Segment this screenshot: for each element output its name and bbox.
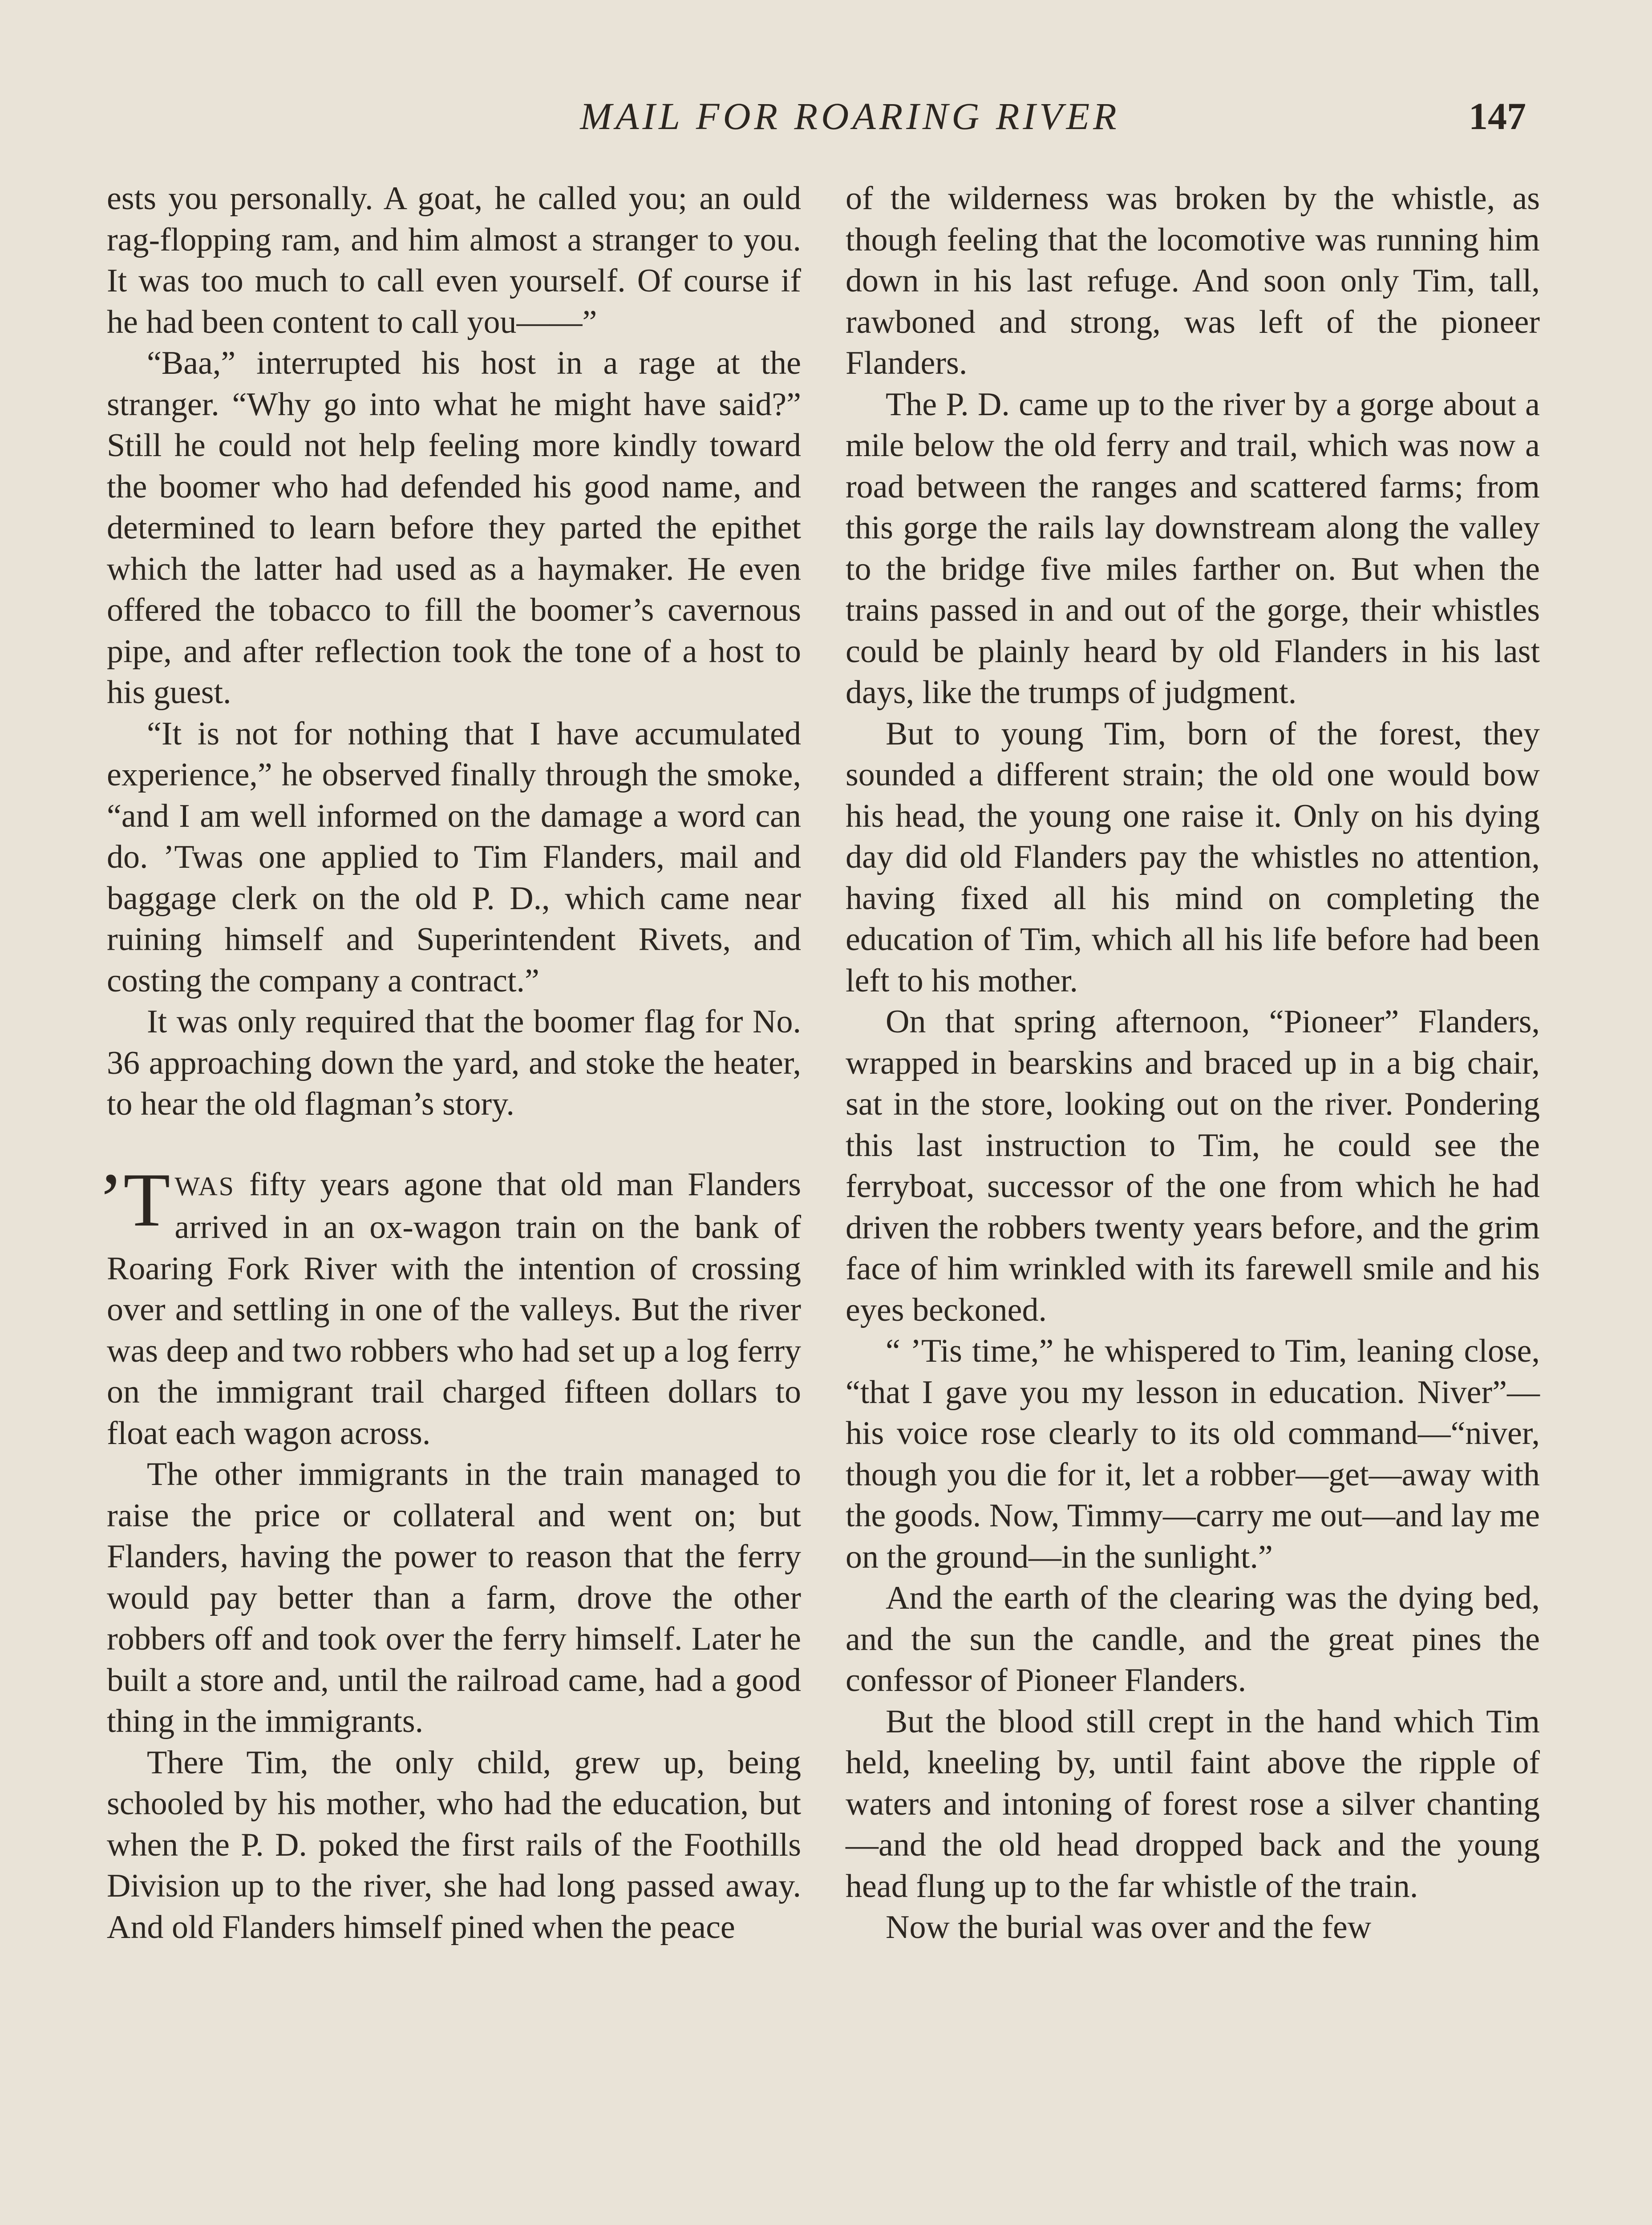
- paragraph: “Baa,” interrupted his host in a rage at the stranger. “Why go into what he might have said?” Still he could not help feeling more kindly toward the boomer who had defended his good name, and determined to learn before they parted the epithet which the latter had used as a haymaker. He even offered the tobacco to fill the boomer’s cavernous pipe, and after reflection took the tone of a host to his guest.: [107, 345, 801, 711]
- drop-cap: ’T: [98, 1157, 170, 1242]
- running-head-title: MAIL FOR ROARING RIVER: [580, 95, 1120, 138]
- paragraph: There Tim, the only child, grew up, being schooled by his mother, who had the education, but when the P. D. poked the first rails of the Foothills Division up to the river, she had long passed away. And old Flanders himself pined when the peace: [107, 1744, 801, 1946]
- right-column: [846, 178, 1540, 1948]
- page-number: 147: [1469, 95, 1526, 138]
- paragraph: And the earth of the clearing was the dying bed, and the sun the candle, and the great pines the confessor of Pioneer Flanders.: [846, 1580, 1540, 1699]
- paragraph-text: fifty years agone that old man Flanders arrived in an ox-wagon train on the bank of Roaring Fork River with the intention of crossing over and settling in one of the valleys. But the river was deep and two robbers who had set up a log ferry on the immigrant trail charged fifteen dollars to float each wagon across.: [107, 1166, 801, 1452]
- paragraph: On that spring afternoon, “Pioneer” Flanders, wrapped in bearskins and braced up in a big chair, sat in the store, looking out on the river. Pondering this last instruction to Tim, he could see the ferryboat, successor of the one from which he had driven the robbers twenty years before, and the grim face of him wrinkled with its farewell smile and his eyes beckoned.: [846, 1003, 1540, 1328]
- paragraph: “ ’Tis time,” he whispered to Tim, leaning close, “that I gave you my lesson in education. Niver”—his voice rose clearly to its old command—“niver, though you die for it, let a robber—get—away with the goods. Now, Timmy—carry me out—and lay me on the ground—in the sunlight.”: [846, 1333, 1540, 1575]
- left-column: [98, 178, 801, 1948]
- paragraph: The P. D. came up to the river by a gorge about a mile below the old ferry and trail, which was now a road between the ranges and scattered farms; from this gorge the rails lay downstream along the valley to the bridge five miles farther on. But when the trains passed in and out of the gorge, their whistles could be plainly heard by old Flanders in his last days, like the trumps of judgment.: [846, 386, 1540, 711]
- paragraph: “It is not for nothing that I have accumulated experience,” he observed finally through the smoke, “and I am well informed on the damage a word can do. ’Twas one applied to Tim Flanders, mail and baggage clerk on the old P. D., which came near ruining himself and Superintendent Rivets, and costing the company a contract.”: [107, 715, 801, 999]
- paragraph: It was only required that the boomer flag for No. 36 approaching down the yard, and stoke the heater, to hear the old flagman’s story.: [107, 1003, 801, 1122]
- paragraph: But to young Tim, born of the forest, they sounded a different strain; the old one would bow his head, the young one raise it. Only on his dying day did old Flanders pay the whistles no attention, having fixed all his mind on completing the education of Tim, which all his life before had been left to his mother.: [846, 715, 1540, 999]
- small-caps-word: WAS: [174, 1171, 235, 1201]
- paragraph: ests you personally. A goat, he called you; an ould rag-flopping ram, and him almost a stranger to you. It was too much to call even yourself. Of course if he had been content to call you——”: [107, 180, 801, 340]
- paragraph: Now the burial was over and the few: [886, 1909, 1372, 1946]
- section-opening-paragraph: [98, 1157, 801, 1454]
- paragraph: But the blood still crept in the hand which Tim held, kneeling by, until faint above the ripple of waters and intoning of forest rose a silver chanting—and the old head dropped back and the young head flung up to the far whistle of the train.: [846, 1703, 1540, 1905]
- paragraph: of the wilderness was broken by the whistle, as though feeling that the locomotive was running him down in his last refuge. And soon only Tim, tall, rawboned and strong, was left of the pioneer Flanders.: [846, 180, 1540, 381]
- paragraph: The other immigrants in the train managed to raise the price or collateral and went on; but Flanders, having the power to reason that the ferry would pay better than a farm, drove the other robbers off and took over the ferry himself. Later he built a store and, until the railroad came, had a good thing in the immigrants.: [107, 1456, 801, 1740]
